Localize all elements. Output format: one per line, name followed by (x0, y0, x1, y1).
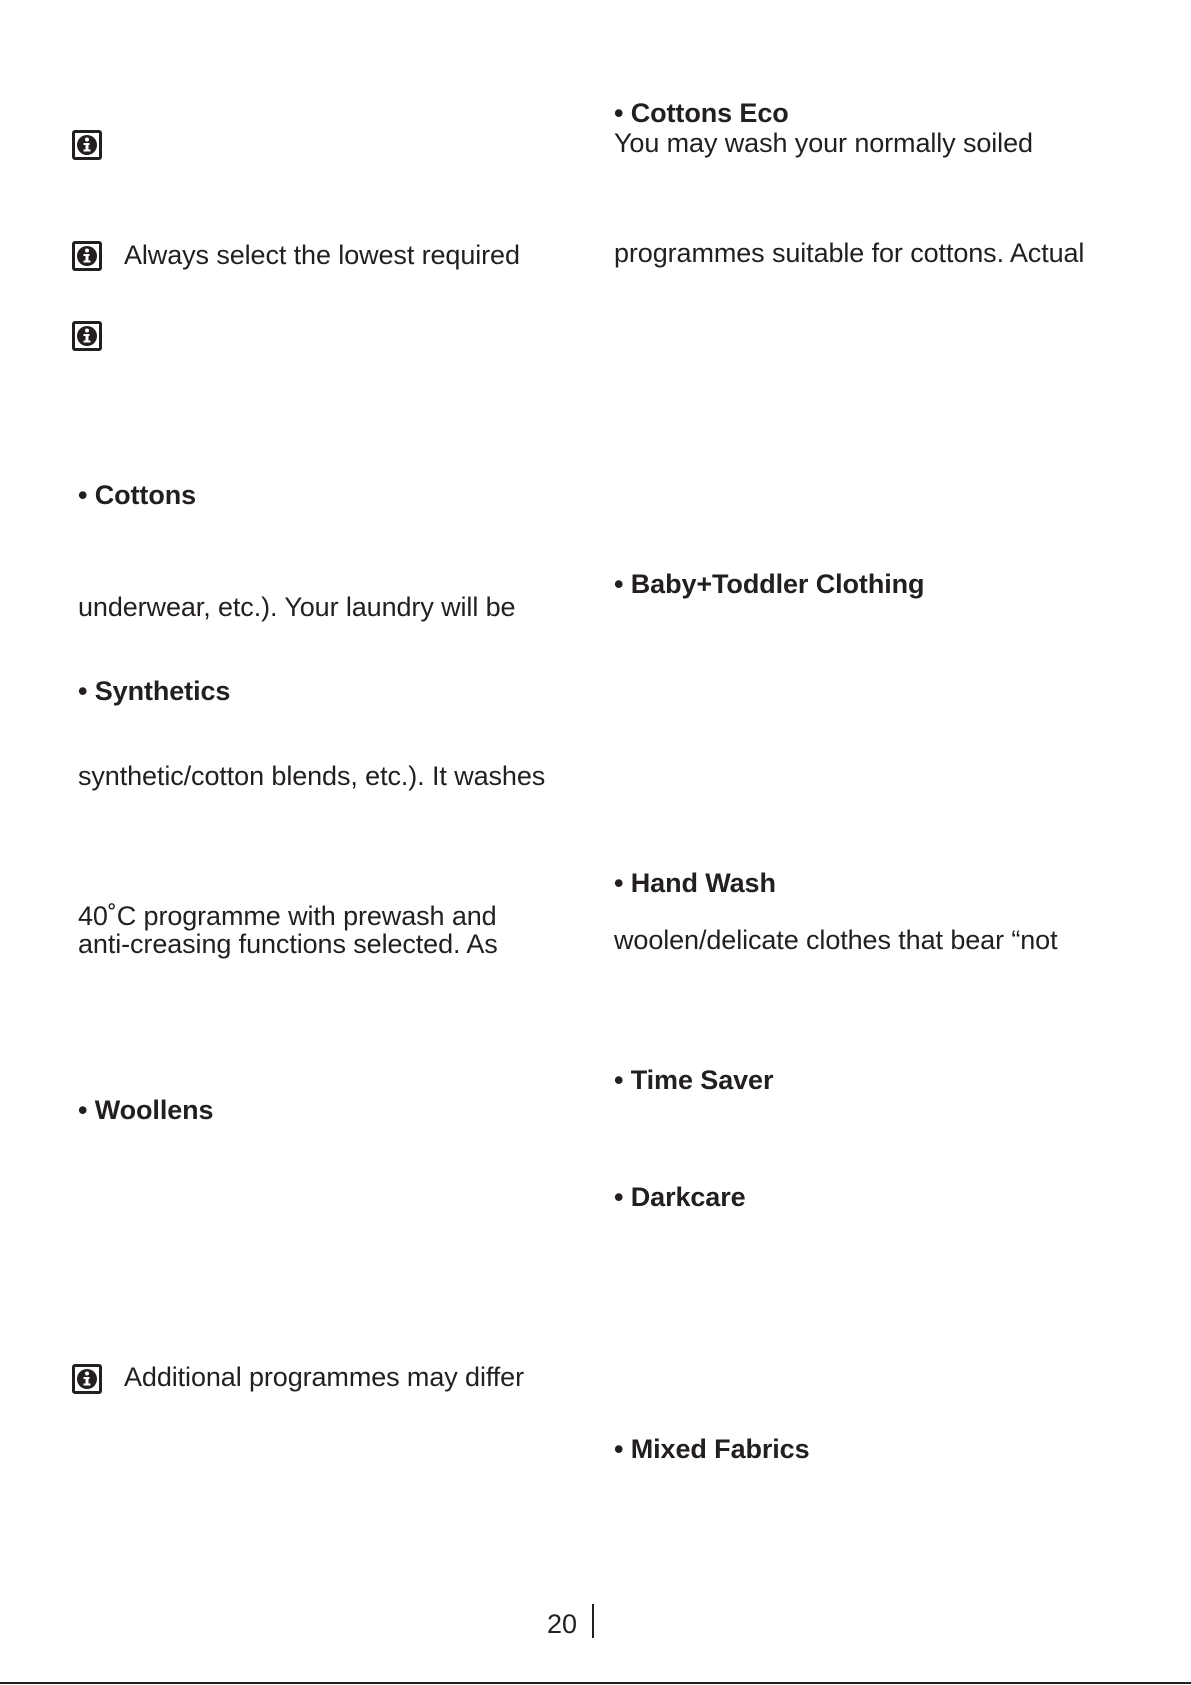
page-number: 20 (547, 1609, 578, 1639)
info-icon (72, 241, 102, 271)
note-additional-programmes: Additional programmes may differ (124, 1362, 524, 1392)
text-40c-line1: 40˚C programme with prewash and (78, 901, 497, 931)
heading-mixed-fabrics: • Mixed Fabrics (614, 1434, 810, 1464)
text-40c-line2: anti-creasing functions selected. As (78, 929, 498, 959)
text-normally-soiled: You may wash your normally soiled (614, 128, 1033, 158)
info-icon (72, 1364, 102, 1394)
info-icon (72, 130, 102, 160)
heading-synthetics: • Synthetics (78, 676, 231, 706)
text-synthetic-blends: synthetic/cotton blends, etc.). It washes (78, 761, 546, 791)
heading-darkcare: • Darkcare (614, 1182, 746, 1212)
page-number-divider (592, 1604, 594, 1638)
text-woolen-delicate: woolen/delicate clothes that bear “not (614, 925, 1058, 955)
text-underwear: underwear, etc.). Your laundry will be (78, 592, 516, 622)
heading-cottons-eco: • Cottons Eco (614, 98, 789, 128)
text-programmes-suitable: programmes suitable for cottons. Actual (614, 238, 1085, 268)
info-icon (72, 321, 102, 351)
heading-time-saver: • Time Saver (614, 1065, 774, 1095)
heading-cottons: • Cottons (78, 480, 197, 510)
heading-woollens: • Woollens (78, 1095, 214, 1125)
heading-baby-toddler: • Baby+Toddler Clothing (614, 569, 925, 599)
note-always-select: Always select the lowest required (124, 240, 520, 270)
heading-hand-wash: • Hand Wash (614, 868, 776, 898)
bottom-rule (0, 1682, 1191, 1684)
